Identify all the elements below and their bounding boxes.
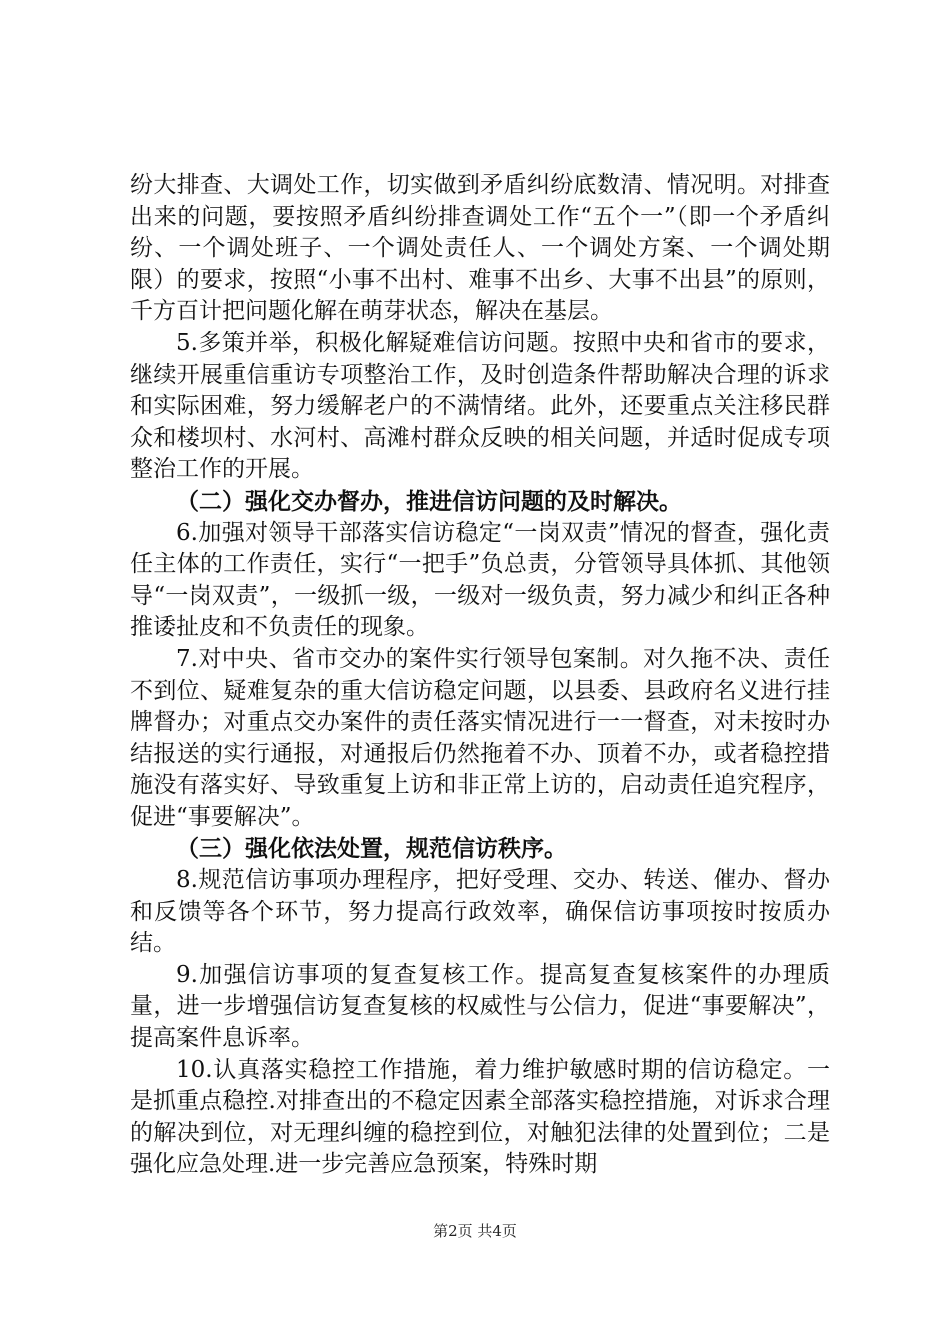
paragraph-item-6: 6.加强对领导干部落实信访稳定“一岗双责”情况的督查，强化责任主体的工作责任，实行“一把手”负总责，分管领导具体抓、其他领导“一岗双责”，一级抓一级，一级对一级负责，努力减少和纠正各种推诿扯皮和不负责任的现象。 bbox=[130, 519, 830, 641]
document-body bbox=[130, 170, 830, 1181]
paragraph-item-8: 8.规范信访事项办理程序，把好受理、交办、转送、催办、督办和反馈等各个环节，努力提高行政效率，确保信访事项按时按质办结。 bbox=[130, 867, 830, 957]
section-heading-2: （二）强化交办督办，推进信访问题的及时解决。 bbox=[176, 487, 682, 515]
section-heading-3: （三）强化依法处置，规范信访秩序。 bbox=[176, 835, 567, 863]
paragraph-1: 纷大排查、大调处工作，切实做到矛盾纠纷底数清、情况明。对排查出来的问题，要按照矛盾纠纷排查调处工作“五个一”（即一个矛盾纠纷、一个调处班子、一个调处责任人、一个调处方案、一个调处期限）的要求，按照“小事不出村、难事不出乡、大事不出县”的原则，千方百计把问题化解在萌芽状态，解决在基层。 bbox=[130, 172, 830, 325]
page-footer: 第2页 共4页 bbox=[433, 1222, 517, 1240]
paragraph-item-9: 9.加强信访事项的复查复核工作。提高复查复核案件的办理质量，进一步增强信访复查复核的权威性与公信力，促进“事要解决”，提高案件息诉率。 bbox=[130, 961, 830, 1052]
paragraph-item-10: 10.认真落实稳控工作措施，着力维护敏感时期的信访稳定。一是抓重点稳控.对排查出的不稳定因素全部落实稳控措施，对诉求合理的解决到位，对无理纠缠的稳控到位，对触犯法律的处置到位；二是强化应急处理.进一步完善应急预案，特殊时期 bbox=[130, 1056, 830, 1178]
paragraph-item-5: 5.多策并举，积极化解疑难信访问题。按照中央和省市的要求，继续开展重信重访专项整治工作，及时创造条件帮助解决合理的诉求和实际困难，努力缓解老户的不满情绪。此外，还要重点关注移民群众和楼坝村、水河村、高滩村群众反映的相关问题，并适时促成专项整治工作的开展。 bbox=[130, 329, 830, 483]
paragraph-item-7: 7.对中央、省市交办的案件实行领导包案制。对久拖不决、责任不到位、疑难复杂的重大信访稳定问题，以县委、县政府名义进行挂牌督办；对重点交办案件的责任落实情况进行一一督查，对未按时办结报送的实行通报，对通报后仍然拖着不办、顶着不办，或者稳控措施没有落实好、导致重复上访和非正常上访的，启动责任追究程序，促进“事要解决”。 bbox=[130, 645, 830, 830]
